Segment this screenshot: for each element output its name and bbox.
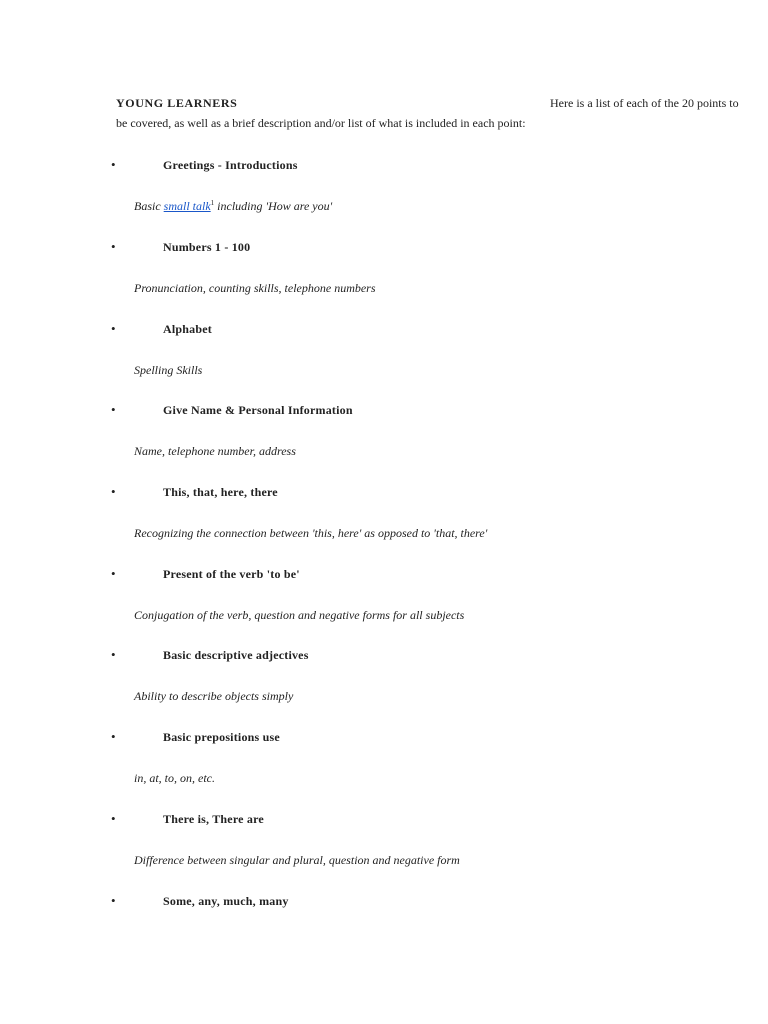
list-item-alphabet	[0, 321, 768, 403]
point-title: Alphabet	[163, 322, 212, 336]
desc-text: including 'How are you'	[214, 199, 333, 213]
list-item-quantifiers	[0, 893, 768, 975]
intro-text-part2: be covered, as well as a brief description and/or list of what is included in each point:	[116, 116, 526, 130]
document-title: YOUNG LEARNERS	[116, 96, 238, 110]
point-title: Basic prepositions use	[163, 730, 280, 744]
point-description: Pronunciation, counting skills, telephone numbers	[134, 281, 376, 295]
point-title: Numbers 1 - 100	[163, 240, 251, 254]
list-item-prepositions	[0, 729, 768, 811]
point-description	[134, 198, 332, 214]
point-description: Name, telephone number, address	[134, 444, 296, 458]
point-title: Greetings - Introductions	[163, 158, 298, 172]
bullet-icon: •	[111, 729, 116, 744]
bullet-icon: •	[111, 893, 116, 908]
point-title: Present of the verb 'to be'	[163, 567, 300, 581]
point-description: in, at, to, on, etc.	[134, 771, 215, 785]
footnote-marker[interactable]: 1	[210, 199, 215, 207]
point-description: Recognizing the connection between 'this, here' as opposed to 'that, there'	[134, 526, 488, 540]
bullet-icon: •	[111, 811, 116, 826]
bullet-icon: •	[111, 484, 116, 499]
point-description: Ability to describe objects simply	[134, 689, 294, 703]
bullet-icon: •	[111, 647, 116, 662]
bullet-icon: •	[111, 402, 116, 417]
point-title: Some, any, much, many	[163, 894, 289, 908]
list-item-there-is	[0, 811, 768, 893]
bullet-icon: •	[111, 157, 116, 172]
point-title: There is, There are	[163, 812, 264, 826]
desc-text: Basic	[134, 199, 164, 213]
point-description: Spelling Skills	[134, 363, 203, 377]
bullet-icon: •	[111, 239, 116, 254]
list-item-verb-to-be	[0, 566, 768, 648]
list-item-numbers	[0, 239, 768, 321]
intro-text-part1: Here is a list of each of the 20 points to	[550, 96, 739, 110]
bullet-icon: •	[111, 321, 116, 336]
bullet-icon: •	[111, 566, 116, 581]
point-title: This, that, here, there	[163, 485, 278, 499]
small-talk-link[interactable]: small talk	[163, 199, 211, 213]
point-title: Give Name & Personal Information	[163, 403, 353, 417]
list-item-greetings	[0, 157, 768, 239]
point-title: Basic descriptive adjectives	[163, 648, 309, 662]
list-item-demonstratives	[0, 484, 768, 566]
header-line	[116, 95, 739, 111]
list-item-adjectives	[0, 647, 768, 729]
point-description: Difference between singular and plural, question and negative form	[134, 853, 460, 867]
list-item-personal-information	[0, 402, 768, 484]
point-description: Conjugation of the verb, question and negative forms for all subjects	[134, 608, 465, 622]
